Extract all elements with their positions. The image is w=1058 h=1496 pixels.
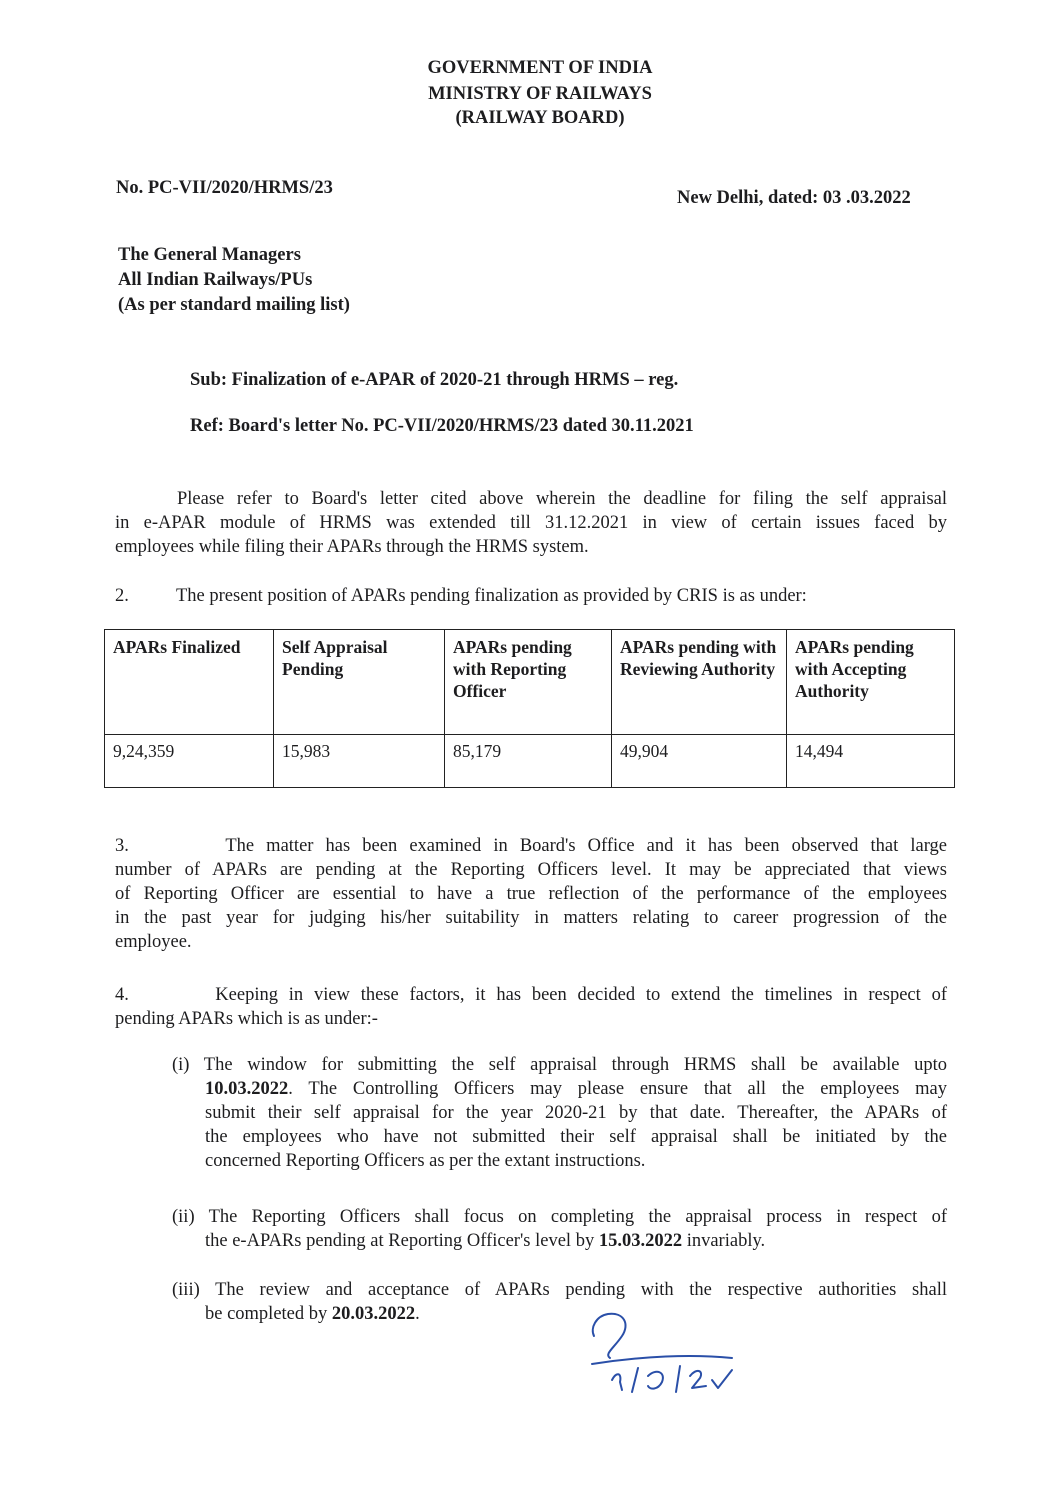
paragraph-2-number: 2.: [115, 586, 129, 606]
handwritten-signature: [582, 1306, 782, 1396]
cell-reporting-officer: 85,179: [445, 735, 612, 788]
header-government: GOVERNMENT OF INDIA: [427, 58, 653, 78]
apar-status-table: [104, 629, 955, 788]
item-i-date: 10.03.2022: [205, 1079, 289, 1099]
item-iii-date: 20.03.2022: [331, 1304, 416, 1324]
table-header-row: [105, 630, 955, 735]
paragraph-3: 3. The matter has been examined in Board's Office and it has been observed that large number of APARs are pending at the Reporting Officers level. It may be appreciated that views of Reporting Officer are essential to have a true reflection of the performance of the employees in the past year for judging his/her suitability in matters relating to career progression of the employee.: [115, 836, 947, 952]
letter-date: New Delhi, dated: 03 .03.2022: [677, 188, 911, 208]
table-row: [105, 735, 955, 788]
reference: Ref: Board's letter No. PC-VII/2020/HRMS/23 dated 30.11.2021: [190, 416, 694, 436]
addressee-line-3: (As per standard mailing list): [118, 295, 350, 315]
cell-reviewing-authority: 49,904: [612, 735, 787, 788]
cell-finalized: 9,24,359: [105, 735, 274, 788]
paragraph-4: 4. Keeping in view these factors, it has been decided to extend the timelines in respect of pending APARs which is as under:-: [115, 985, 947, 1029]
col-reporting-officer: APARs pending with Reporting Officer: [445, 630, 612, 735]
col-finalized: APARs Finalized: [105, 630, 274, 735]
header-board: (RAILWAY BOARD): [455, 108, 625, 128]
item-ii-date: 15.03.2022: [598, 1231, 683, 1251]
paragraph-1: Please refer to Board's letter cited above wherein the deadline for filing the self appraisal in e-APAR module of HRMS was extended till 31.12.2021 in view of certain issues faced by employees while filing their APARs through the HRMS system.: [115, 489, 947, 557]
addressee-line-2: All Indian Railways/PUs: [118, 270, 313, 290]
addressee-line-1: The General Managers: [118, 245, 301, 265]
paragraph-2: The present position of APARs pending finalization as provided by CRIS is as under:: [176, 586, 807, 606]
col-accepting-authority: APARs pending with Accepting Authority: [787, 630, 955, 735]
col-reviewing-authority: APARs pending with Reviewing Authority: [612, 630, 787, 735]
item-i: (i) The window for submitting the self appraisal through HRMS shall be available upto 10.03.2022. The Controlling Officers may please ensure that all the employees may submit their self appraisal for the year 2020-21 by that date. Thereafter, the APARs of the employees who have not submitted their self appraisal shall be initiated by the concerned Reporting Officers as per the extant instructions.: [172, 1055, 947, 1171]
cell-self-appraisal: 15,983: [274, 735, 445, 788]
header-ministry: MINISTRY OF RAILWAYS: [428, 84, 652, 104]
letter-number: No. PC-VII/2020/HRMS/23: [116, 178, 333, 198]
cell-accepting-authority: 14,494: [787, 735, 955, 788]
item-ii: (ii) The Reporting Officers shall focus on completing the appraisal process in respect of the e-APARs pending at Reporting Officer's level by 15.03.2022 invariably.: [172, 1207, 947, 1251]
subject: Sub: Finalization of e-APAR of 2020-21 through HRMS – reg.: [190, 370, 679, 390]
item-iii: (iii) The review and acceptance of APARs pending with the respective authorities shall be completed by 20.03.2022.: [172, 1280, 947, 1324]
col-self-appraisal: Self Appraisal Pending: [274, 630, 445, 735]
